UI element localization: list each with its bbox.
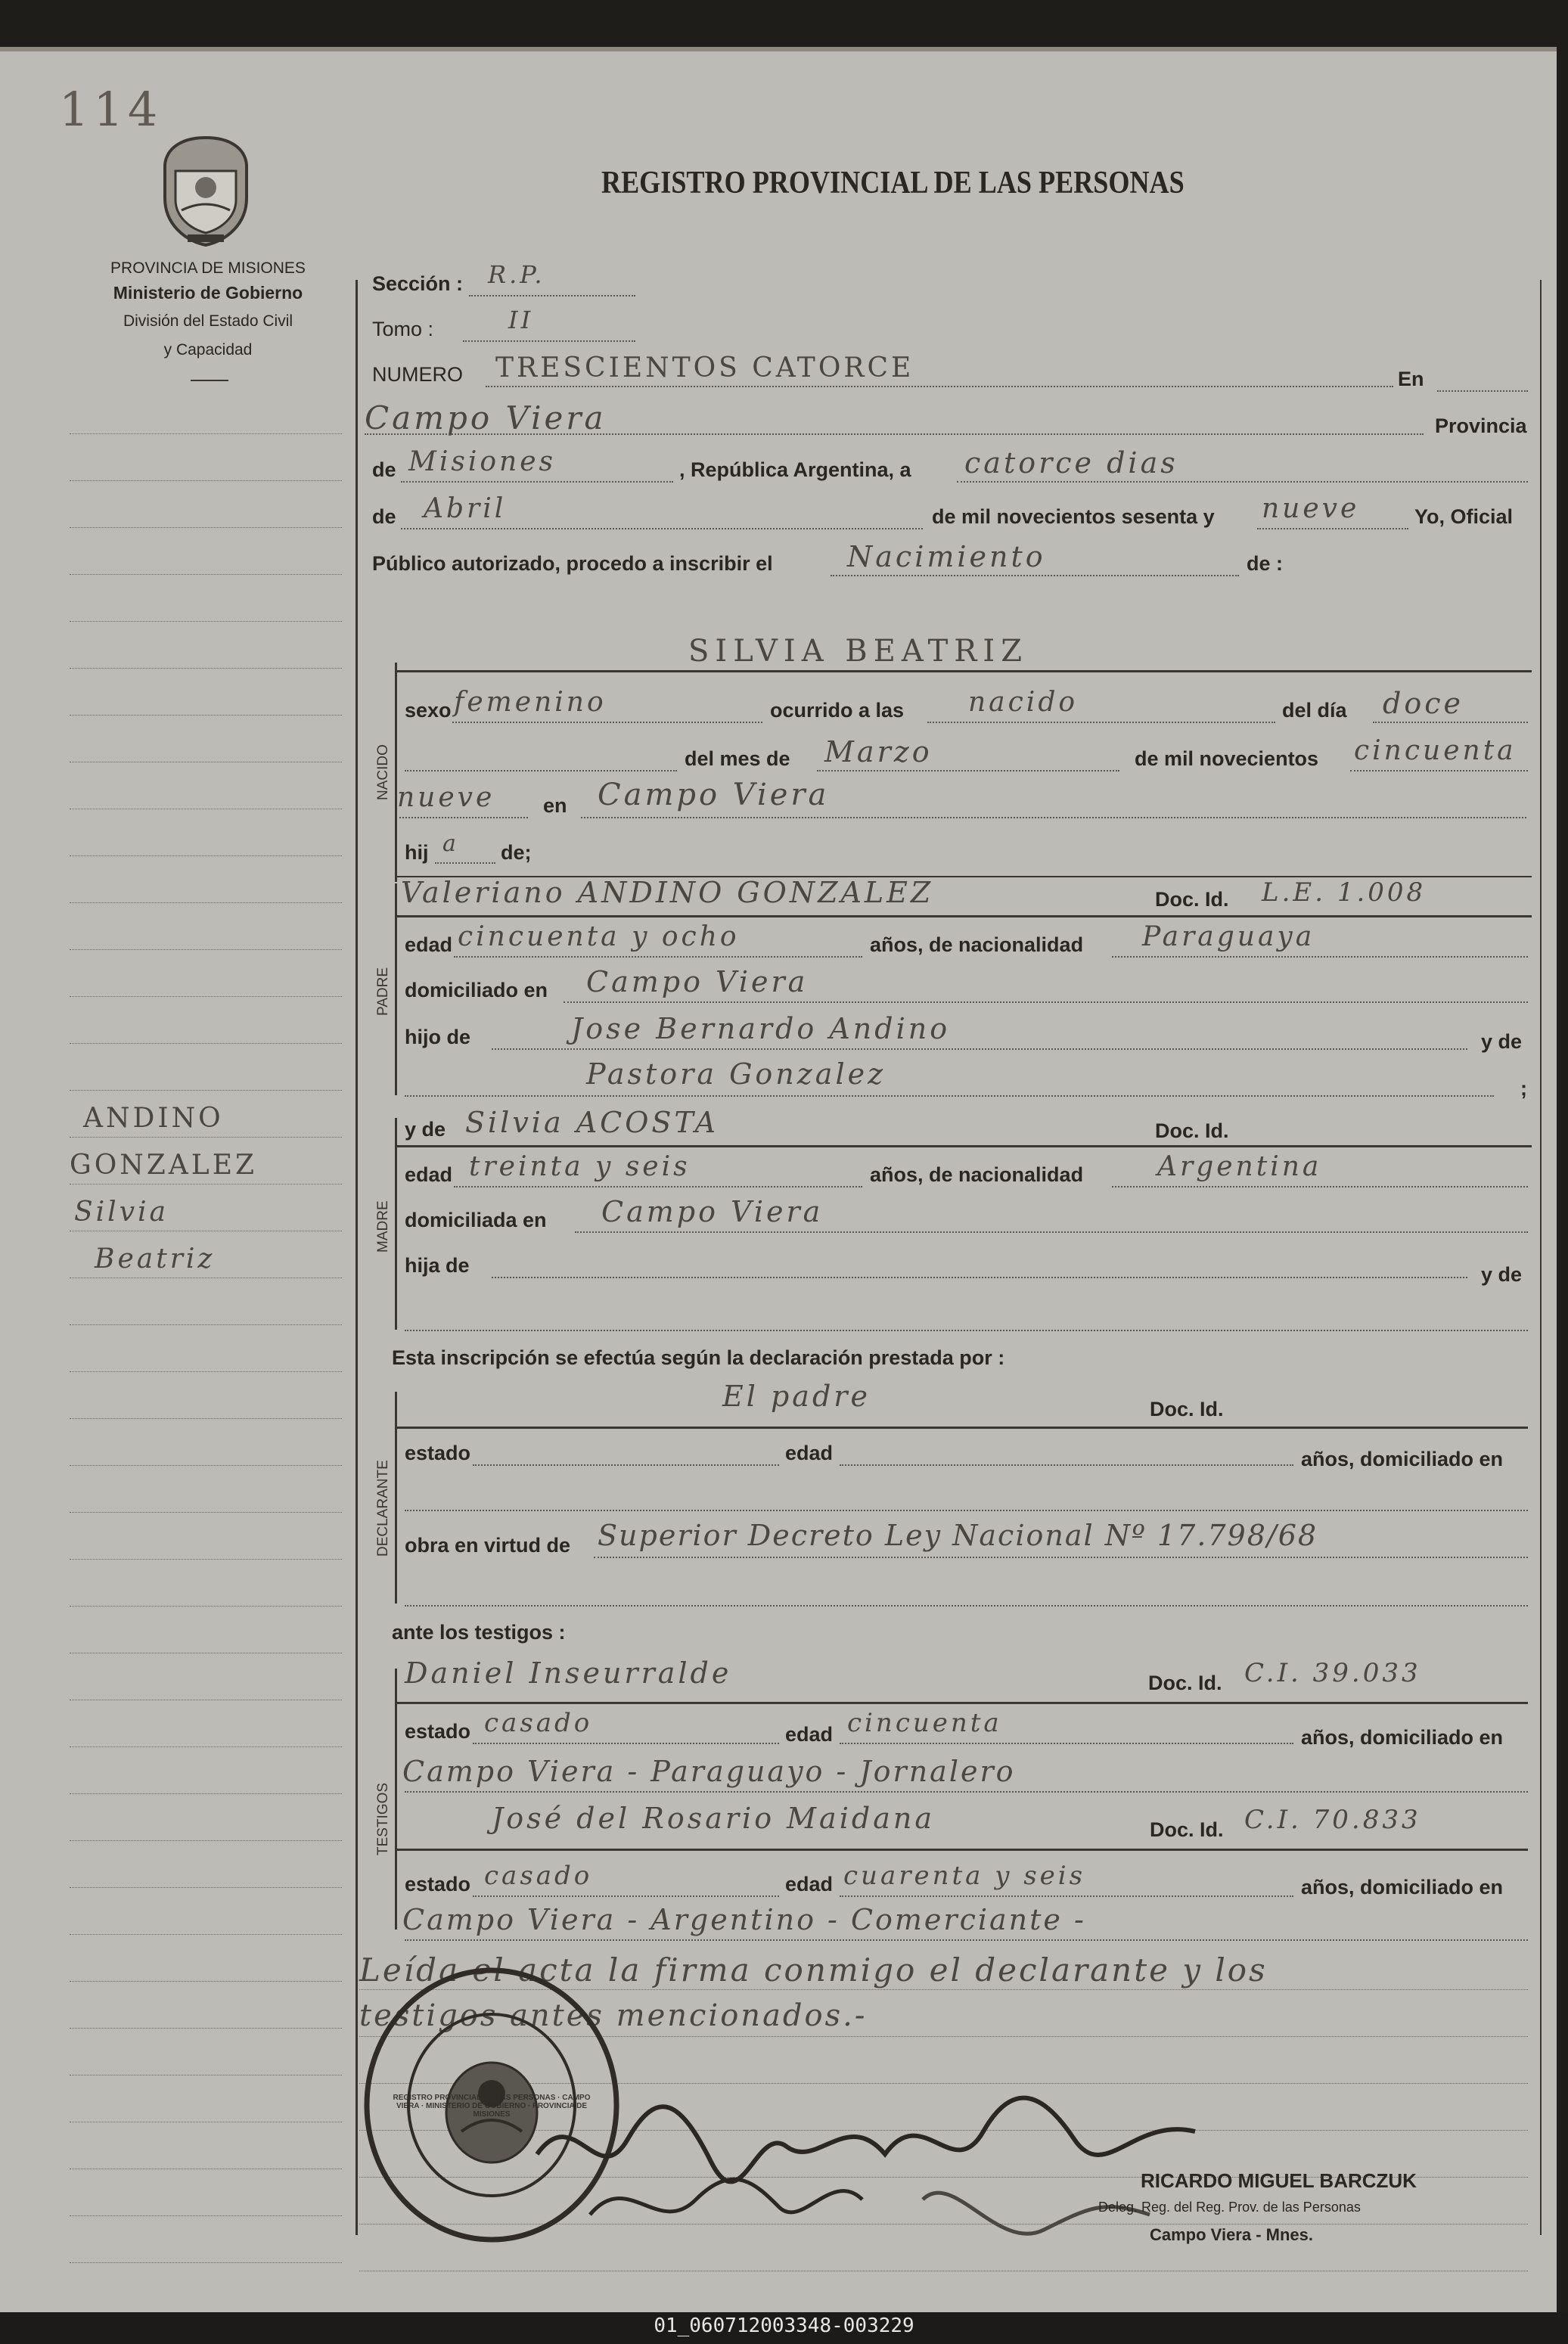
testigo1-estado-rule [473, 1743, 779, 1744]
testigo2-doc-label: Doc. Id. [1150, 1818, 1224, 1841]
hij-label: hij [405, 841, 429, 864]
testigo2-edad-value: cuarenta y seis [843, 1861, 1086, 1891]
padre-edad-rule [454, 956, 862, 958]
republica-label: , República Argentina, a [679, 458, 911, 481]
tomo-rule [463, 340, 635, 342]
right-edge-line [1540, 280, 1542, 2235]
testigo1-anos-label: años, domiciliado en [1301, 1726, 1504, 1749]
margin-rule [70, 1090, 342, 1091]
en-label: En [1398, 368, 1424, 390]
mes-nac-left-rule [405, 770, 677, 772]
cierre-line-2: testigos antes mencionados.- [359, 1998, 868, 2033]
declarante-underline [397, 1427, 1528, 1429]
document-page [0, 47, 1557, 2317]
en-small-label: en [543, 794, 567, 817]
abuelo-rule [492, 1048, 1467, 1050]
semicolon-label: ; [1520, 1077, 1527, 1100]
margin-rule [70, 1465, 342, 1466]
section-bracket-testigos [395, 1669, 397, 1930]
madre-nombre-value: Silvia ACOSTA [465, 1106, 719, 1139]
declarante-doc-label: Doc. Id. [1150, 1398, 1224, 1420]
testigo1-estado-label: estado [405, 1720, 471, 1743]
padre-nac-value: Paraguaya [1142, 921, 1315, 952]
lugar-nac-value: Campo Viera [598, 778, 830, 812]
padre-nombre-value: Valeriano ANDINO GONZALEZ [401, 876, 934, 909]
anio-nac-1-value: cincuenta [1354, 735, 1517, 766]
testigo1-value: Daniel Inseurralde [405, 1656, 732, 1690]
padre-edad-label: edad [405, 933, 453, 956]
mes-rule [401, 528, 923, 529]
margin-rule [70, 1324, 342, 1325]
anio-nac-1-rule [1350, 770, 1528, 772]
margin-rule [70, 996, 342, 997]
tomo-value: II [508, 306, 534, 334]
lugar-value: Campo Viera [365, 399, 607, 436]
declarante-dom-rule [405, 1510, 1528, 1511]
section-label-madre: MADRE [375, 1200, 391, 1253]
madre-nac-value: Argentina [1157, 1151, 1322, 1182]
abuela-value: Pastora Gonzalez [586, 1057, 886, 1091]
testigo1-dom-value: Campo Viera - Paraguayo - Jornalero [402, 1755, 1016, 1788]
margin-rule [70, 1840, 342, 1841]
de-mil-label: de mil novecientos sesenta y [932, 505, 1215, 528]
tomo-label: Tomo : [372, 318, 434, 340]
margin-rule [70, 1746, 342, 1747]
declarante-value: El padre [722, 1380, 871, 1413]
testigo2-edad-label: edad [785, 1873, 834, 1895]
testigo2-estado-rule [473, 1895, 779, 1897]
hij-rule [435, 862, 495, 864]
agency-line-1: PROVINCIA DE MISIONES [110, 259, 306, 277]
madre-edad-value: treinta y seis [469, 1151, 691, 1182]
madre-edad-label: edad [405, 1163, 453, 1186]
section-label-declarante: DECLARANTE [375, 1460, 391, 1557]
agency-line-3: División del Estado Civil [123, 312, 293, 330]
ante-testigos-label: ante los testigos : [392, 1621, 566, 1644]
dias-value: catorce dias [964, 446, 1178, 480]
section-bracket-madre [395, 1118, 397, 1330]
mes-value: Abril [424, 493, 507, 524]
madre-dom-value: Campo Viera [601, 1195, 824, 1228]
provincial-crest-icon [159, 135, 253, 248]
obra-value: Superior Decreto Ley Nacional Nº 17.798/68 [598, 1519, 1318, 1552]
margin-rule [70, 1981, 342, 1982]
seccion-label: Sección : [372, 272, 464, 295]
margin-rule [70, 621, 342, 622]
margin-rule [70, 527, 342, 528]
margin-rule [70, 574, 342, 575]
section-bracket-declarante [395, 1392, 397, 1604]
y-de-label-madre: y de [405, 1118, 446, 1141]
padre-edad-value: cincuenta y ocho [458, 921, 740, 952]
madre-nombre-underline [397, 1145, 1532, 1147]
numero-label: NUMERO [372, 363, 463, 386]
agency-line-4: y Capacidad [163, 341, 253, 359]
provincia-rule [401, 481, 673, 483]
margin-note-line: Beatriz [95, 1243, 216, 1274]
declarante-estado-rule [473, 1464, 779, 1466]
margin-rule [70, 1137, 342, 1138]
margin-rule [70, 480, 342, 481]
official-title: Deleg. Reg. del Reg. Prov. de las Personas [1098, 2200, 1361, 2215]
anio-nac-2-rule [399, 817, 528, 818]
image-caption: 01_060712003348-003229 [654, 2315, 914, 2337]
testigo2-dom-rule [405, 1939, 1528, 1941]
margin-rule [70, 715, 342, 716]
de-mil-nov-label: de mil novecientos [1135, 747, 1319, 770]
dia-value: doce [1383, 687, 1464, 720]
abuela-rule [405, 1095, 1494, 1097]
margin-rule [70, 1371, 342, 1372]
publico-label: Público autorizado, procedo a inscribir el [372, 552, 773, 575]
en-rule [1437, 390, 1528, 392]
testigo1-estado-value: casado [484, 1708, 593, 1738]
abuelo-value: Jose Bernardo Andino [571, 1012, 951, 1045]
declarante-edad-label: edad [785, 1442, 834, 1464]
testigo1-edad-label: edad [785, 1723, 834, 1746]
anio-nac-2-value: nueve [397, 782, 495, 813]
margin-rule [70, 1512, 342, 1513]
ocurrido-value: nacido [968, 687, 1079, 718]
dia-rule [1373, 722, 1528, 723]
testigo2-anos-label: años, domiciliado en [1301, 1876, 1504, 1898]
padre-nombre-underline [397, 915, 1532, 917]
de-label-2: de [372, 505, 396, 528]
section-label-testigos: TESTIGOS [375, 1782, 391, 1855]
madre-last-rule [405, 1330, 1528, 1331]
yo-oficial-label: Yo, Oficial [1414, 505, 1514, 528]
padre-doc-value: L.E. 1.008 [1262, 877, 1427, 908]
testigo2-estado-value: casado [484, 1861, 593, 1891]
agency-divider [191, 380, 228, 381]
margin-rule [70, 949, 342, 950]
margin-note-line: ANDINO [83, 1103, 224, 1134]
margin-rule [70, 1606, 342, 1607]
padre-dom-value: Campo Viera [586, 965, 809, 998]
padre-dom-rule [564, 1001, 1528, 1003]
madre-dom-rule [575, 1231, 1528, 1233]
provincia-value: Misiones [408, 446, 557, 477]
hija-de-label: hija de [405, 1254, 470, 1277]
margin-rule [70, 433, 342, 434]
declarante-edad-rule [840, 1464, 1293, 1466]
sexo-rule [452, 722, 762, 723]
obra-label: obra en virtud de [405, 1534, 571, 1557]
mes-nac-value: Marzo [824, 735, 933, 768]
hijo-de-label: hijo de [405, 1026, 470, 1048]
seccion-rule [469, 295, 635, 296]
anio-rule [1257, 528, 1408, 529]
esta-inscripcion-label: Esta inscripción se efectúa según la declaración prestada por : [392, 1346, 1005, 1369]
testigo1-doc-value: C.I. 39.033 [1244, 1658, 1421, 1688]
margin-rule [70, 1418, 342, 1419]
margin-rule [70, 2215, 342, 2216]
obra-rule [594, 1557, 1528, 1558]
testigo1-dom-rule [405, 1791, 1528, 1793]
anio-value: nueve [1262, 493, 1360, 524]
madre-nac-rule [1112, 1186, 1528, 1188]
margin-rule [70, 855, 342, 856]
hij-suffix-value: a [442, 830, 459, 857]
ocurrido-rule [927, 722, 1275, 723]
section-label-nacido: NACIDO [375, 744, 391, 800]
declarante-estado-label: estado [405, 1442, 471, 1464]
section-label-padre: PADRE [375, 967, 391, 1016]
declarante-anos-label: años, domiciliado en [1301, 1448, 1504, 1470]
cierre-line-1: Leída el acta la firma conmigo el declarante y los [359, 1951, 1268, 1989]
mes-nac-rule [817, 770, 1119, 772]
ocurrido-label: ocurrido a las [770, 699, 905, 722]
testigo2-edad-rule [840, 1895, 1293, 1897]
de-colon-label: de : [1247, 552, 1284, 575]
margin-note-line: Silvia [74, 1197, 169, 1228]
de-semi-label: de; [501, 841, 532, 864]
testigo2-dom-value: Campo Viera - Argentino - Comerciante - [402, 1903, 1086, 1936]
testigo1-doc-label: Doc. Id. [1148, 1672, 1222, 1694]
margin-rule [70, 2028, 342, 2029]
sexo-value: femenino [454, 687, 607, 718]
seccion-value: R.P. [488, 260, 545, 289]
sexo-label: sexo [405, 699, 452, 722]
padre-doc-label: Doc. Id. [1155, 888, 1229, 911]
acto-rule [831, 575, 1239, 576]
padre-dom-label: domiciliado en [405, 979, 548, 1001]
provincia-label: Provincia [1435, 414, 1527, 437]
padre-nac-label: años, de nacionalidad [870, 933, 1084, 956]
margin-rule [70, 1887, 342, 1888]
madre-edad-rule [454, 1186, 862, 1188]
page-number: 114 [59, 82, 163, 137]
margin-note-line: GONZALEZ [70, 1150, 257, 1181]
padre-nac-rule [1112, 956, 1528, 958]
madre-doc-label: Doc. Id. [1155, 1119, 1229, 1142]
acto-value: Nacimiento [847, 540, 1046, 573]
y-de-label-1: y de [1481, 1030, 1523, 1053]
agency-line-2: Ministerio de Gobierno [113, 283, 303, 303]
page-title: REGISTRO PROVINCIAL DE LAS PERSONAS [601, 166, 1185, 200]
madre-dom-label: domiciliada en [405, 1209, 547, 1231]
margin-divider [356, 280, 358, 2235]
margin-rule [70, 1793, 342, 1794]
numero-value: TRESCIENTOS CATORCE [495, 352, 914, 383]
del-mes-label: del mes de [685, 747, 790, 770]
obra-rule-2 [405, 1605, 1528, 1607]
margin-rule [70, 1559, 342, 1560]
margin-rule [70, 1043, 342, 1044]
lugar-rule [365, 433, 1424, 435]
testigo1-underline [397, 1702, 1528, 1704]
numero-rule [486, 386, 1393, 387]
nombre-value: SILVIA BEATRIZ [688, 634, 1028, 669]
dias-rule [957, 481, 1528, 483]
margin-rule [70, 2262, 342, 2263]
margin-rule [70, 668, 342, 669]
official-name: RICARDO MIGUEL BARCZUK [1141, 2169, 1417, 2192]
lugar-nac-rule [581, 817, 1526, 818]
official-place: Campo Viera - Mnes. [1150, 2225, 1313, 2244]
hija-de-rule [492, 1277, 1467, 1278]
de-label-1: de [372, 458, 396, 481]
section-bracket-nacido [395, 663, 397, 882]
seal-text: REGISTRO PROVINCIAL DE LAS PERSONAS · CAMPO VIERA · MINISTERIO DE GOBIERNO · PROVINCIA DE MISIONES [393, 2094, 591, 2119]
nombre-underline [397, 670, 1532, 672]
testigo1-edad-rule [840, 1743, 1293, 1744]
margin-rule [70, 902, 342, 903]
testigo2-value: José del Rosario Maidana [492, 1802, 935, 1835]
testigo2-underline [397, 1849, 1528, 1851]
testigo2-doc-value: C.I. 70.833 [1244, 1805, 1421, 1835]
madre-nac-label: años, de nacionalidad [870, 1163, 1084, 1186]
margin-rule [70, 1934, 342, 1935]
del-dia-label: del día [1282, 699, 1347, 722]
testigo2-estado-label: estado [405, 1873, 471, 1895]
testigo1-edad-value: cincuenta [847, 1708, 1002, 1738]
y-de-label-2: y de [1481, 1263, 1523, 1286]
